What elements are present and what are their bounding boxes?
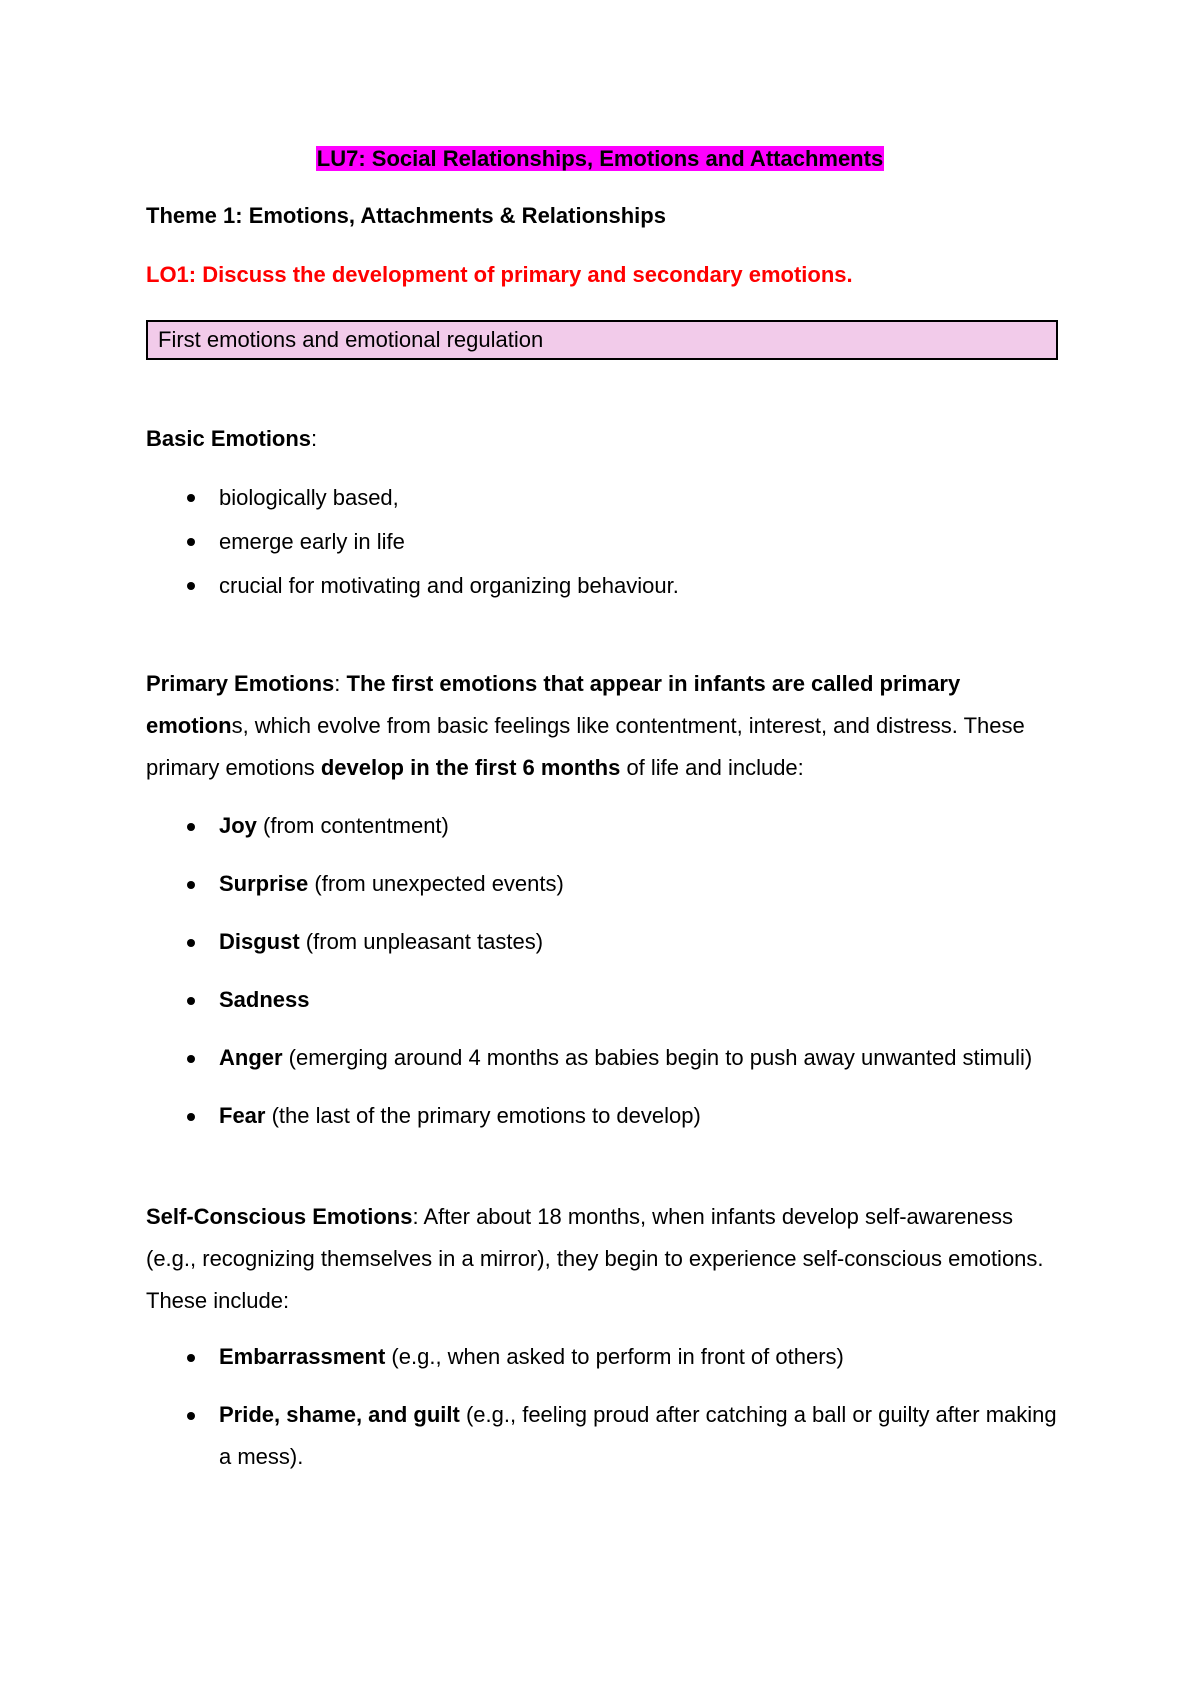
emotion-desc: (e.g., feeling proud after catching a ball or guilty after making a mess).: [219, 1402, 1057, 1469]
bullet-icon: [187, 582, 195, 590]
emotion-term: Pride, shame, and guilt: [219, 1402, 460, 1427]
list-item-text: emerge early in life: [219, 529, 405, 554]
bullet-icon: [187, 538, 195, 546]
basic-emotions-list: [146, 476, 1066, 608]
emotion-desc: (e.g., when asked to perform in front of others): [385, 1344, 844, 1369]
self-conscious-text: : After about 18 months, when infants develop self-awareness (e.g., recognizing themselves in a mirror), they begin to experience self-conscious emotions. These include:: [146, 1204, 1044, 1313]
learning-outcome: LO1: Discuss the development of primary and secondary emotions.: [146, 262, 853, 287]
primary-text-1: s, which evolve from basic feelings like contentment, interest, and distress. These primary emotions: [146, 713, 1025, 780]
primary-text-2: of life and include:: [620, 755, 804, 780]
primary-bold-2: develop in the first 6 months: [320, 755, 621, 780]
emotion-term: Joy: [219, 813, 257, 838]
list-item: [146, 1037, 1066, 1079]
basic-emotions-heading: [146, 418, 1066, 460]
emotion-term: Sadness: [219, 987, 310, 1012]
self-conscious-list: [146, 1336, 1066, 1494]
primary-bold-1: The first emotions that appear in infants are called primary emotion: [146, 671, 961, 738]
list-item: [146, 1095, 1066, 1137]
bullet-icon: [187, 1113, 195, 1121]
list-item: [146, 1336, 1066, 1378]
primary-emotions-list: [146, 805, 1066, 1153]
bullet-icon: [187, 494, 195, 502]
bullet-icon: [187, 1412, 195, 1420]
primary-emotions-paragraph: [146, 663, 1066, 789]
list-item: [146, 805, 1066, 847]
emotion-term: Disgust: [219, 929, 300, 954]
list-item: [146, 476, 1066, 520]
theme-heading: Theme 1: Emotions, Attachments & Relationships: [146, 203, 666, 228]
emotion-desc: (from contentment): [256, 813, 449, 838]
list-item-text: crucial for motivating and organizing behaviour.: [219, 573, 679, 598]
emotion-term: Anger: [219, 1045, 283, 1070]
bullet-icon: [187, 881, 195, 889]
section-box: First emotions and emotional regulation: [146, 320, 1058, 360]
document-title: [0, 145, 1200, 173]
emotion-desc: (from unpleasant tastes): [299, 929, 544, 954]
bullet-icon: [187, 1055, 195, 1063]
list-item: [146, 863, 1066, 905]
self-conscious-heading: Self-Conscious Emotions: [146, 1204, 413, 1229]
list-item: [146, 921, 1066, 963]
list-item: [146, 520, 1066, 564]
list-item: [146, 564, 1066, 608]
title-highlight: LU7: Social Relationships, Emotions and Attachments: [316, 146, 884, 171]
list-item-text: biologically based,: [219, 485, 399, 510]
emotion-term: Surprise: [219, 871, 309, 896]
primary-colon: :: [334, 671, 347, 696]
bullet-icon: [187, 939, 195, 947]
emotion-desc: (the last of the primary emotions to develop): [265, 1103, 701, 1128]
emotion-desc: (from unexpected events): [308, 871, 564, 896]
emotion-term: Fear: [219, 1103, 266, 1128]
self-conscious-paragraph: [146, 1196, 1066, 1322]
bullet-icon: [187, 823, 195, 831]
list-item: [146, 979, 1066, 1021]
basic-heading-term: Basic Emotions: [146, 426, 312, 451]
emotion-term: Embarrassment: [219, 1344, 386, 1369]
primary-heading: Primary Emotions: [146, 671, 335, 696]
list-item: [146, 1394, 1066, 1478]
emotion-desc: (emerging around 4 months as babies begin to push away unwanted stimuli): [282, 1045, 1033, 1070]
bullet-icon: [187, 1354, 195, 1362]
basic-heading-colon: :: [311, 426, 318, 451]
bullet-icon: [187, 997, 195, 1005]
